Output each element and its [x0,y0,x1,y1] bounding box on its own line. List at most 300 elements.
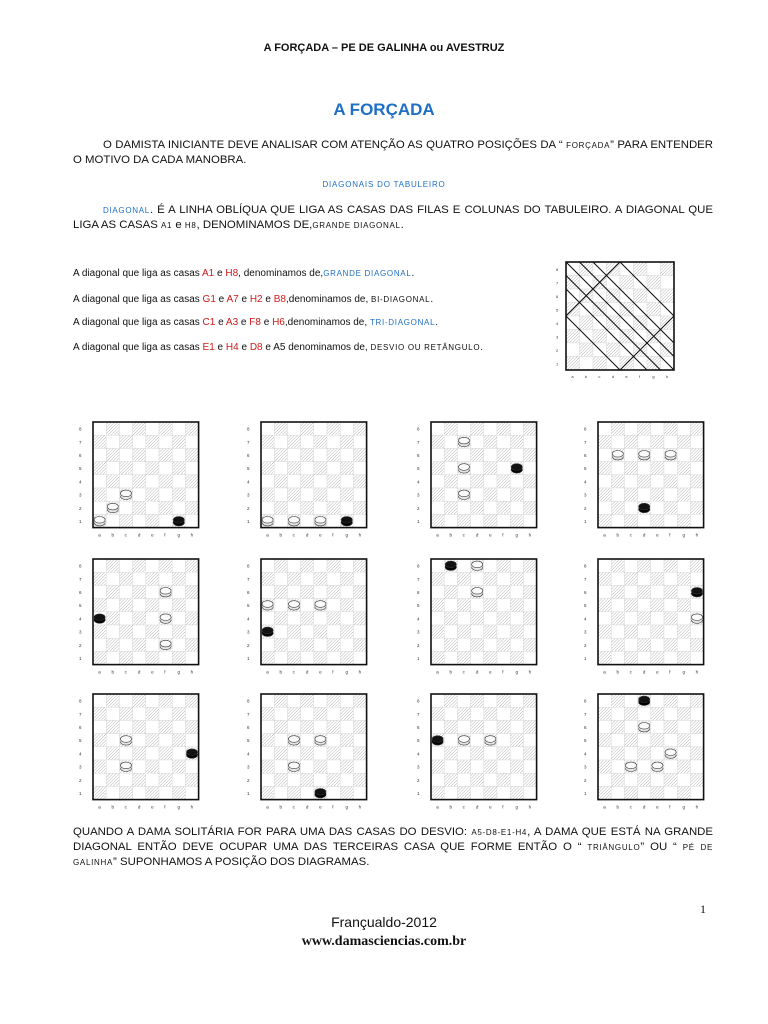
board-square [327,475,340,488]
rank-label: 7 [417,711,420,717]
board-square [638,651,651,664]
board-square [106,422,119,435]
board-square [353,475,366,488]
board-square [471,462,484,475]
board-square [593,330,607,344]
board-square [314,448,327,461]
board-square [484,559,497,572]
board-square [598,720,611,733]
board-square [93,773,106,786]
board-square [119,448,132,461]
board-square [146,760,159,773]
board-square [159,501,172,514]
board-square [93,585,106,598]
board-square [314,638,327,651]
board-square [185,448,198,461]
board-square [651,501,664,514]
board-square [287,747,300,760]
board-square [106,773,119,786]
board-square [690,422,703,435]
board-square [664,501,677,514]
board-square [664,760,677,773]
board-square [484,435,497,448]
board-square [690,720,703,733]
line-end: . [480,342,484,353]
board-square [301,514,314,527]
board-square [677,638,690,651]
board-square [523,638,536,651]
board-square [638,599,651,612]
board-square [274,475,287,488]
board-square [93,462,106,475]
board-square [651,638,664,651]
board-square [431,694,444,707]
rank-label: 2 [79,642,82,648]
rank-label: 6 [417,589,420,595]
board-square [431,599,444,612]
board-square [484,612,497,625]
board-square [471,651,484,664]
board-square [93,707,106,720]
white-piece [160,614,171,623]
file-label: e [151,669,154,675]
board-square [523,707,536,720]
board-square [261,707,274,720]
board-square [301,651,314,664]
file-label: e [489,532,492,538]
board-square [106,747,119,760]
board-square [274,773,287,786]
board-square [444,462,457,475]
file-label: h [190,532,194,538]
file-label: c [124,669,127,675]
board-square [159,625,172,638]
board-square [471,572,484,585]
board-square [172,773,185,786]
board-square [261,501,274,514]
file-label: g [515,669,518,675]
rank-label: 3 [556,334,559,340]
board-square [510,514,523,527]
board-square [598,559,611,572]
board-square [185,694,198,707]
file-label: f [332,532,334,538]
board-square [172,625,185,638]
board-square [664,651,677,664]
board-square [314,694,327,707]
board-square [106,599,119,612]
definition-term2: GRANDE DIAGONAL [312,221,401,230]
position-diagram-11 [413,690,551,815]
file-label: d [475,532,479,538]
position-diagram-2 [243,418,381,543]
square-code: A3 [225,317,239,328]
board-square [457,501,470,514]
line-prefix: A diagonal que liga as casas [73,317,203,328]
board-square [185,475,198,488]
board-square [106,435,119,448]
board-square [611,599,624,612]
board-square [106,488,119,501]
board-square [598,501,611,514]
file-label: h [358,532,362,538]
file-label: f [332,804,334,810]
board-square [146,448,159,461]
board-square [611,694,624,707]
board-square [340,599,353,612]
board-square [471,734,484,747]
board-square [523,435,536,448]
board-square [340,422,353,435]
board-square [598,422,611,435]
square-code: G1 [202,294,216,305]
rank-label: 4 [417,479,420,485]
file-label: e [656,804,659,810]
board-square [457,448,470,461]
board-square [146,585,159,598]
board-square [274,585,287,598]
board-square [523,448,536,461]
white-piece [472,561,483,570]
board-square [119,501,132,514]
file-label: d [611,374,615,379]
board-square [159,559,172,572]
board-square [677,707,690,720]
board-square [119,435,132,448]
black-piece [94,614,105,623]
separator: e [215,317,226,328]
board-square [593,357,607,371]
board-square [287,625,300,638]
board-square [159,475,172,488]
board-square [340,694,353,707]
board-square [159,747,172,760]
board-square [523,773,536,786]
board-square [314,651,327,664]
board-square [301,612,314,625]
board-square [677,462,690,475]
board-square [664,734,677,747]
board-square [624,422,637,435]
board-square [340,786,353,799]
board-square [523,514,536,527]
board-square [353,720,366,733]
board-square [287,422,300,435]
board-square [624,559,637,572]
board-square [638,435,651,448]
rank-label: 3 [79,629,82,635]
board-square [287,475,300,488]
file-label: a [436,532,439,538]
board-square [484,747,497,760]
rank-label: 5 [556,307,559,313]
board-square [314,501,327,514]
board-square [484,599,497,612]
board-square [638,760,651,773]
board-square [690,559,703,572]
file-label: f [164,532,166,538]
board-square [497,625,510,638]
file-label: f [638,374,641,379]
intro-text-after: ” PARA ENTENDER O MOTIVO DA CADA MANOBRA. [73,139,713,166]
board-square [261,694,274,707]
board-square [598,462,611,475]
board-square [457,599,470,612]
board-square [624,572,637,585]
board-square [159,651,172,664]
separator: , [284,317,288,328]
white-piece [458,437,469,446]
board-square [314,572,327,585]
board-square [598,475,611,488]
board-square [314,760,327,773]
separator: e [238,317,250,328]
board-square [620,276,634,290]
board-square [274,501,287,514]
board-square [624,448,637,461]
board-square [510,435,523,448]
board-square [431,435,444,448]
board-square [510,786,523,799]
square-code: F8 [249,317,261,328]
board-square [93,638,106,651]
board-square [301,625,314,638]
board-square [287,638,300,651]
board-square [133,599,146,612]
board-square [301,734,314,747]
page-number: 1 [700,902,706,916]
board-square [444,572,457,585]
board-square [287,501,300,514]
rank-label: 2 [417,505,420,511]
board-square [106,707,119,720]
line-prefix: A diagonal que liga as casas [73,342,203,353]
board-square [624,488,637,501]
board-square [340,572,353,585]
file-label: d [642,532,646,538]
white-piece [288,736,299,745]
board-square [261,747,274,760]
board-square [274,747,287,760]
board-square [172,585,185,598]
board-square [274,694,287,707]
closing-paragraph [73,825,713,870]
board-square [638,488,651,501]
file-label: c [462,804,465,810]
board-square [651,585,664,598]
board-square [523,462,536,475]
board-square [133,572,146,585]
board-square [106,462,119,475]
board-square [159,599,172,612]
file-label: g [177,669,180,675]
board-square [651,514,664,527]
board-square [677,422,690,435]
board-square [133,462,146,475]
board-square [431,612,444,625]
board-square [510,638,523,651]
file-label: f [669,532,671,538]
board-square [261,559,274,572]
rank-label: 7 [247,439,250,445]
rank-label: 7 [79,576,82,582]
board-square [611,707,624,720]
white-piece [120,490,131,499]
board-square [431,501,444,514]
file-label: h [695,804,699,810]
board-square [340,720,353,733]
board-square [444,734,457,747]
board-square [497,747,510,760]
board-square [444,707,457,720]
rank-label: 1 [79,655,82,661]
board-square [340,747,353,760]
file-label: d [475,669,479,675]
board-square [690,760,703,773]
board-square [457,475,470,488]
board-square [677,448,690,461]
file-label: b [111,804,114,810]
board-square [510,559,523,572]
board-square [93,760,106,773]
definition-end: . [400,219,404,231]
rank-label: 2 [584,777,587,783]
file-label: c [629,804,632,810]
file-label: h [665,374,669,379]
board-square [119,773,132,786]
board-square [353,435,366,448]
board-square [340,773,353,786]
board-square [146,435,159,448]
board-square [598,625,611,638]
board-square [497,707,510,720]
board-square [314,612,327,625]
board-square [484,422,497,435]
board-square [471,599,484,612]
board-square [611,638,624,651]
board-square [664,462,677,475]
rank-label: 3 [247,492,250,498]
file-label: d [305,669,309,675]
board-square [580,316,594,330]
board-square [611,720,624,733]
board-square [287,462,300,475]
white-piece [639,451,650,460]
board-square [261,734,274,747]
board-square [261,638,274,651]
intro-text-before: O DAMISTA INICIANTE DEVE ANALISAR COM ATENÇÃO AS QUATRO POSIÇÕES DA “ [103,139,567,151]
board-square [340,501,353,514]
board-square [146,747,159,760]
board-square [431,720,444,733]
white-piece [262,517,273,526]
board-square [301,638,314,651]
board-square [523,625,536,638]
line-prefix: A diagonal que liga as casas [73,268,202,279]
board-square [172,734,185,747]
file-label: a [571,374,574,379]
board-square [314,435,327,448]
black-piece [639,696,650,705]
board-square [664,786,677,799]
board-square [431,651,444,664]
board-square [185,488,198,501]
board-square [133,625,146,638]
file-label: c [462,532,465,538]
board-square [172,559,185,572]
board-square [261,786,274,799]
board-square [471,707,484,720]
board-square [664,585,677,598]
board-square [651,612,664,625]
file-label: e [151,804,154,810]
board-square [159,773,172,786]
board-square [598,572,611,585]
board-square [106,734,119,747]
board-square [651,422,664,435]
board-square [677,501,690,514]
board-square [287,720,300,733]
board-square [327,707,340,720]
rank-label: 3 [417,764,420,770]
square-code: C1 [202,317,216,328]
board-square [93,475,106,488]
black-piece [511,464,522,473]
rank-label: 2 [584,505,587,511]
board-square [690,694,703,707]
board-square [159,720,172,733]
board-square [523,760,536,773]
board-square [457,760,470,773]
rank-label: 1 [247,790,250,796]
board-square [185,707,198,720]
board-square [484,720,497,733]
board-square [340,475,353,488]
board-square [497,448,510,461]
white-piece [94,517,105,526]
file-label: d [305,804,309,810]
board-square [172,501,185,514]
board-square [611,501,624,514]
board-square [611,488,624,501]
board-square [314,625,327,638]
file-label: e [319,804,322,810]
rank-label: 5 [417,603,420,609]
position-diagram-12 [580,690,718,815]
board-square [484,773,497,786]
file-label: e [319,669,322,675]
file-label: a [436,804,439,810]
board-square [274,786,287,799]
board-square [664,707,677,720]
rank-label: 1 [556,361,559,367]
board-square [444,720,457,733]
board-square [638,475,651,488]
file-label: c [462,669,465,675]
black-piece [432,736,443,745]
rank-label: 6 [417,724,420,730]
file-label: a [603,669,606,675]
board-square [638,612,651,625]
rank-label: 7 [79,711,82,717]
board-square [690,707,703,720]
board-square [690,488,703,501]
position-diagram-10 [243,690,381,815]
separator: , [238,268,244,279]
website-link[interactable]: www.damasciencias.com.br [301,934,467,949]
file-label: b [584,374,588,379]
board-square [444,694,457,707]
